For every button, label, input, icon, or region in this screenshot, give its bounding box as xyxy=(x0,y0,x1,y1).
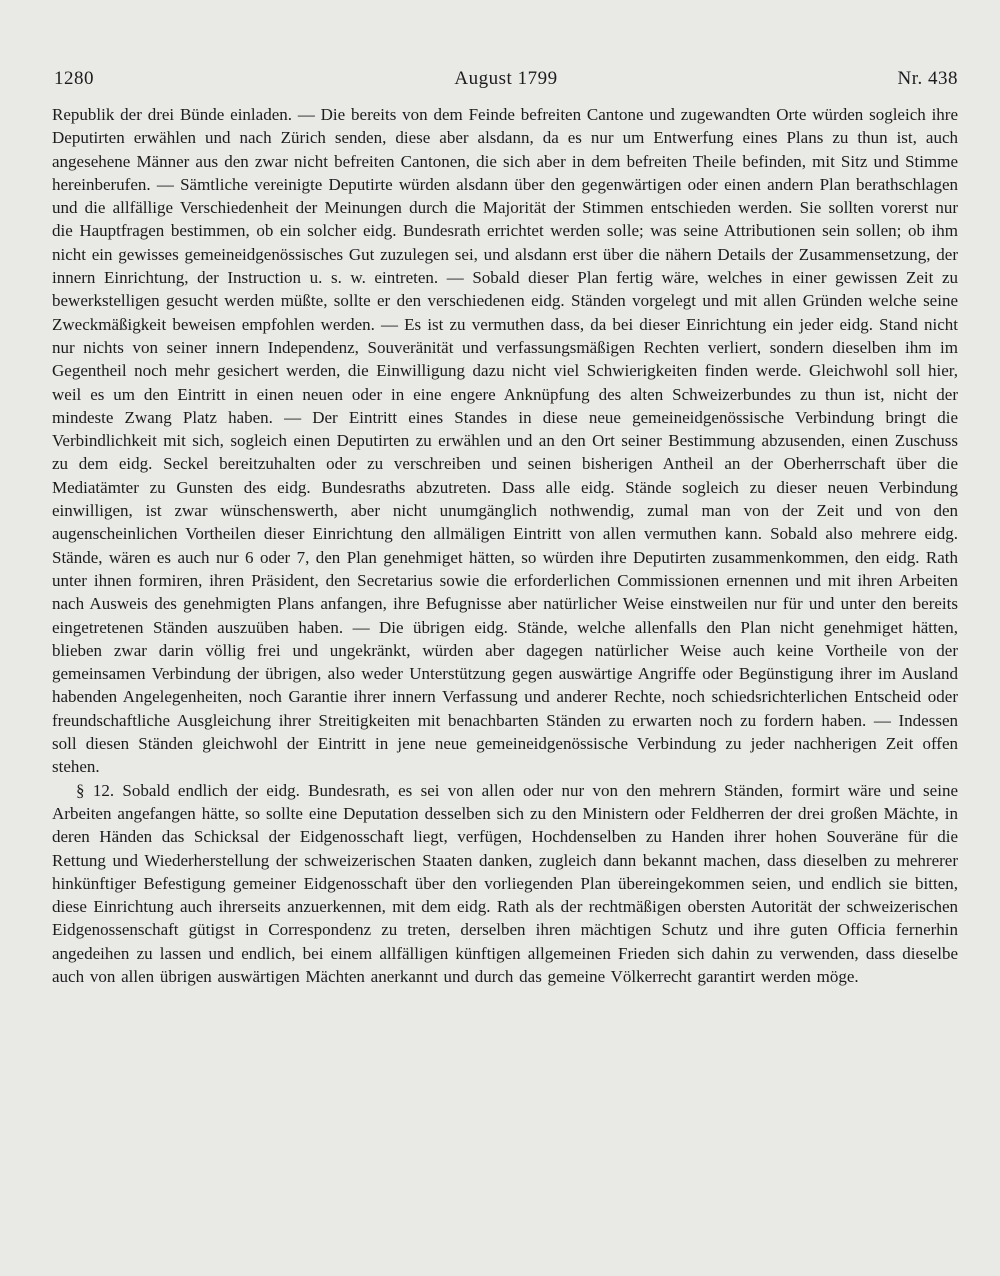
document-number: Nr. 438 xyxy=(897,68,958,89)
page-number: 1280 xyxy=(54,68,94,89)
paragraph: Republik der drei Bünde einladen. — Die bereits von dem Feinde befreiten Cantone und zugewandten Orte würden sogleich ihre Deputirten erwählen und nach Zürich senden, diese aber alsdann, da es nur um Entwerfung eines Plans zu thun ist, auch angesehene Männer aus den zwar nicht befreiten Cantonen, die sich aber in dem befreiten Theile befinden, mit Sitz und Stimme hereinberufen. — Sämtliche vereinigte Deputirte würden alsdann über den gegenwärtigen oder einen andern Plan berathschlagen und die allfällige Verschiedenheit der Meinungen durch die Majorität der Stimmen entschieden werden. Sie sollten vorerst nur die Hauptfragen bestimmen, ob ein solcher eidg. Bundesrath errichtet werden solle; was seine Attributionen sein sollen; ob ihm nicht ein gewisses gemeineidgenössisches Gut zuzulegen sei, und alsdann erst über die nähern Details der Zusammensetzung, der innern Einrichtung, der Instruction u. s. w. eintreten. — Sobald dieser Plan fertig wäre, welches in einer gewissen Zeit zu bewerkstelligen gesucht werden müßte, sollte er den verschiedenen eidg. Ständen vorgelegt und mit allen Gründen welche seine Zweckmäßigkeit beweisen empfohlen werden. — Es ist zu vermuthen dass, da bei dieser Einrichtung ein jeder eidg. Stand nicht nur nichts von seiner innern Independenz, Souveränität und verfassungsmäßigen Rechten verliert, sondern dieselben ihm im Gegentheil noch mehr gesichert werden, die Einwilligung dazu nicht viel Schwierigkeiten finden werde. Gleichwohl soll hier, weil es um den Eintritt in einen neuen oder in eine engere Anknüpfung des alten Schweizerbundes zu thun ist, nicht der mindeste Zwang Platz haben. — Der Eintritt eines Standes in diese neue gemeineidgenössische Verbindung bringt die Verbindlichkeit mit sich, sogleich einen Deputirten zu erwählen und an den Ort seiner Bestimmung abzusenden, einen Zuschuss zu dem eidg. Seckel bereitzuhalten oder zu verschreiben und seinen bisherigen Antheil an der Oberherrschaft über die Mediatämter zu Gunsten des eidg. Bundesraths abzutreten. Dass alle eidg. Stände sogleich zu dieser neuen Verbindung einwilligen, ist zwar wünschenswerth, aber nicht unumgänglich nothwendig, zumal man von der Zeit und von den augenscheinlichen Vortheilen dieser Einrichtung den allmäligen Eintritt von allen vermuthen kann. Sobald also mehrere eidg. Stände, wären es auch nur 6 oder 7, den Plan genehmiget hätten, so würden ihre Deputirten zusammenkommen, den eidg. Rath unter ihnen formiren, ihren Präsident, den Secretarius sowie die erforderlichen Commissionen ernennen und mit ihren Arbeiten nach Ausweis des genehmigten Plans anfangen, ihre Befugnisse aber natürlicher Weise einstweilen nur für und unter den bereits eingetretenen Ständen auszuüben haben. — Die übrigen eidg. Stände, welche allenfalls den Plan nicht genehmiget hätten, blieben zwar darin völlig frei und ungekränkt, würden aber dagegen natürlicher Weise auch keine Vortheile von der gemeinsamen Verbindung der übrigen, also weder Unterstützung gegen auswärtige Angriffe oder Begünstigung ihrer im Ausland habenden Angelegenheiten, noch Garantie ihrer innern Verfassung und anderer Rechte, noch schiedsrichterlichen Entscheid oder freundschaftliche Ausgleichung ihrer Streitigkeiten mit benachbarten Ständen zu erwarten noch zu fordern haben. — Indessen soll diesen Ständen gleichwohl der Eintritt in jene neue gemeineidgenössische Verbindung zu jeder nachherigen Zeit offen stehen. xyxy=(52,105,958,777)
header-date: August 1799 xyxy=(454,68,558,89)
page-header xyxy=(54,64,958,94)
paragraph-section-12: § 12. Sobald endlich der eidg. Bundesrath, es sei von allen oder nur von den mehrern Ständen, formirt wäre und seine Arbeiten angefangen hätte, so sollte eine Deputation desselben sich zu den Ministern oder Feldherren der drei großen Mächte, in deren Händen das Schicksal der Eidgenosschaft liegt, verfügen, Hochdenselben zu Handen ihrer hohen Souveräne für die Rettung und Wiederherstellung der schweizerischen Staaten danken, zugleich dann bekannt machen, dass dieselben zu mehrerer hinkünftiger Befestigung gemeiner Eidgenosschaft über den vorliegenden Plan übereingekommen seien, und endlich sie bitten, diese Einrichtung auch ihrerseits anzuerkennen, mit dem eidg. Rath als der rechtmäßigen obersten Autorität der schweizerischen Eidgenossenschaft gütigst in Correspondenz zu treten, derselben ihren mächtigen Schutz und ihre guten Officia fernerhin angedeihen zu lassen und endlich, bei einem allfälligen künftigen allgemeinen Frieden sich dahin zu verwenden, dass dieselbe auch von allen übrigen auswärtigen Mächten anerkannt und durch das gemeine Völkerrecht garantirt werden möge. xyxy=(52,780,958,986)
body-text xyxy=(52,103,958,988)
